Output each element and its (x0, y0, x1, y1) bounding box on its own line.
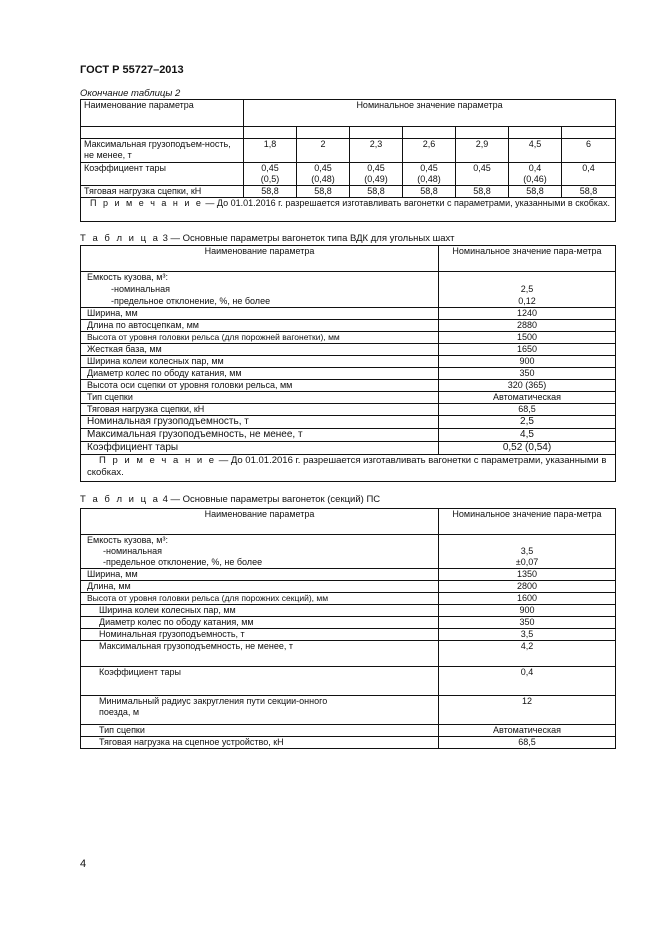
table-row: Коэффициент тары 0,52 (0,54) (81, 442, 616, 455)
table-row: Диаметр колес по ободу катания, мм 350 (81, 368, 616, 380)
table2 (80, 99, 616, 222)
table2-head-value: Номинальное значение параметра (244, 100, 616, 127)
table-row: Ширина, мм 1240 (81, 308, 616, 320)
table-row: Тип сцепки Автоматическая (81, 725, 616, 737)
standard-header: ГОСТ Р 55727–2013 (80, 64, 184, 76)
table-row: Коэффициент тары 0,45 (0,5) 0,45 (0,48) 0,45 (0,49) 0,45 (0,48) 0,45 0,4 (0,46) 0,4 (81, 163, 616, 186)
table2-caption: Окончание таблицы 2 (80, 88, 181, 99)
table-row: Минимальный радиус закругления пути секции-онного поезда, м 12 (81, 696, 616, 725)
table-row: Номинальная грузоподъемность, т 3,5 (81, 629, 616, 641)
table-row: Ширина, мм 1350 (81, 569, 616, 581)
table-row: -предельное отклонение, %, не более 0,12 (81, 296, 616, 308)
table-row: -номинальная 3,5 (81, 546, 616, 557)
table-row: Ширина колеи колесных пар, мм 900 (81, 356, 616, 368)
table-row: Емкость кузова, м³: (81, 272, 616, 284)
table3-head-name: Наименование параметра (81, 246, 439, 272)
table4 (80, 508, 616, 749)
table3-head-value: Номинальное значение пара-метра (439, 246, 616, 272)
table-row: Диаметр колес по ободу катания, мм 350 (81, 617, 616, 629)
table4-caption: Т а б л и ц а 4 — Основные параметры вагонеток (секций) ПС (80, 494, 381, 505)
table4-head-value: Номинальное значение пара-метра (439, 509, 616, 535)
table-row: Максимальная грузоподъемность, не менее, т 4,2 (81, 641, 616, 667)
table-row: Максимальная грузоподъем-ность, не менее, т 1,8 2 2,3 2,6 2,9 4,5 6 (81, 139, 616, 163)
table-row: Ширина колеи колесных пар, мм 900 (81, 605, 616, 617)
table-row: Высота от уровня головки рельса (для порожней вагонетки), мм 1500 (81, 332, 616, 344)
table-row: Тяговая нагрузка сцепки, кН 68,5 (81, 404, 616, 416)
table-row: Тип сцепки Автоматическая (81, 392, 616, 404)
table-row: Длина по автосцепкам, мм 2880 (81, 320, 616, 332)
table3 (80, 245, 616, 482)
table-row: Емкость кузова, м³: (81, 535, 616, 547)
table-row: Высота оси сцепки от уровня головки рельса, мм 320 (365) (81, 380, 616, 392)
table-row: Коэффициент тары 0,4 (81, 667, 616, 696)
table-row: -номинальная 2,5 (81, 284, 616, 296)
table4-head-name: Наименование параметра (81, 509, 439, 535)
table3-note: П р и м е ч а н и е — До 01.01.2016 г. разрешается изготавливать вагонетки с параметрами, указанными в скобках. (81, 455, 616, 482)
table-row: -предельное отклонение, %, не более ±0,07 (81, 557, 616, 569)
table3-caption: Т а б л и ц а 3 — Основные параметры вагонеток типа ВДК для угольных шахт (80, 233, 455, 244)
table2-head-name: Наименование параметра (81, 100, 244, 127)
table-row: Номинальная грузоподъемность, т 2,5 (81, 416, 616, 429)
table-row: Длина, мм 2800 (81, 581, 616, 593)
table-row: Жесткая база, мм 1650 (81, 344, 616, 356)
table-row: Тяговая нагрузка на сцепное устройство, кН 68,5 (81, 737, 616, 749)
table-row: Высота от уровня головки рельса (для порожних секций), мм 1600 (81, 593, 616, 605)
table2-note: П р и м е ч а н и е — До 01.01.2016 г. разрешается изготавливать вагонетки с параметрами, указанными в скобках. (81, 198, 616, 222)
table-row: Максимальная грузоподъемность, не менее, т 4,5 (81, 429, 616, 442)
page-number: 4 (80, 858, 87, 870)
table-row: Тяговая нагрузка сцепки, кН 58,8 58,8 58,8 58,8 58,8 58,8 58,8 (81, 186, 616, 198)
